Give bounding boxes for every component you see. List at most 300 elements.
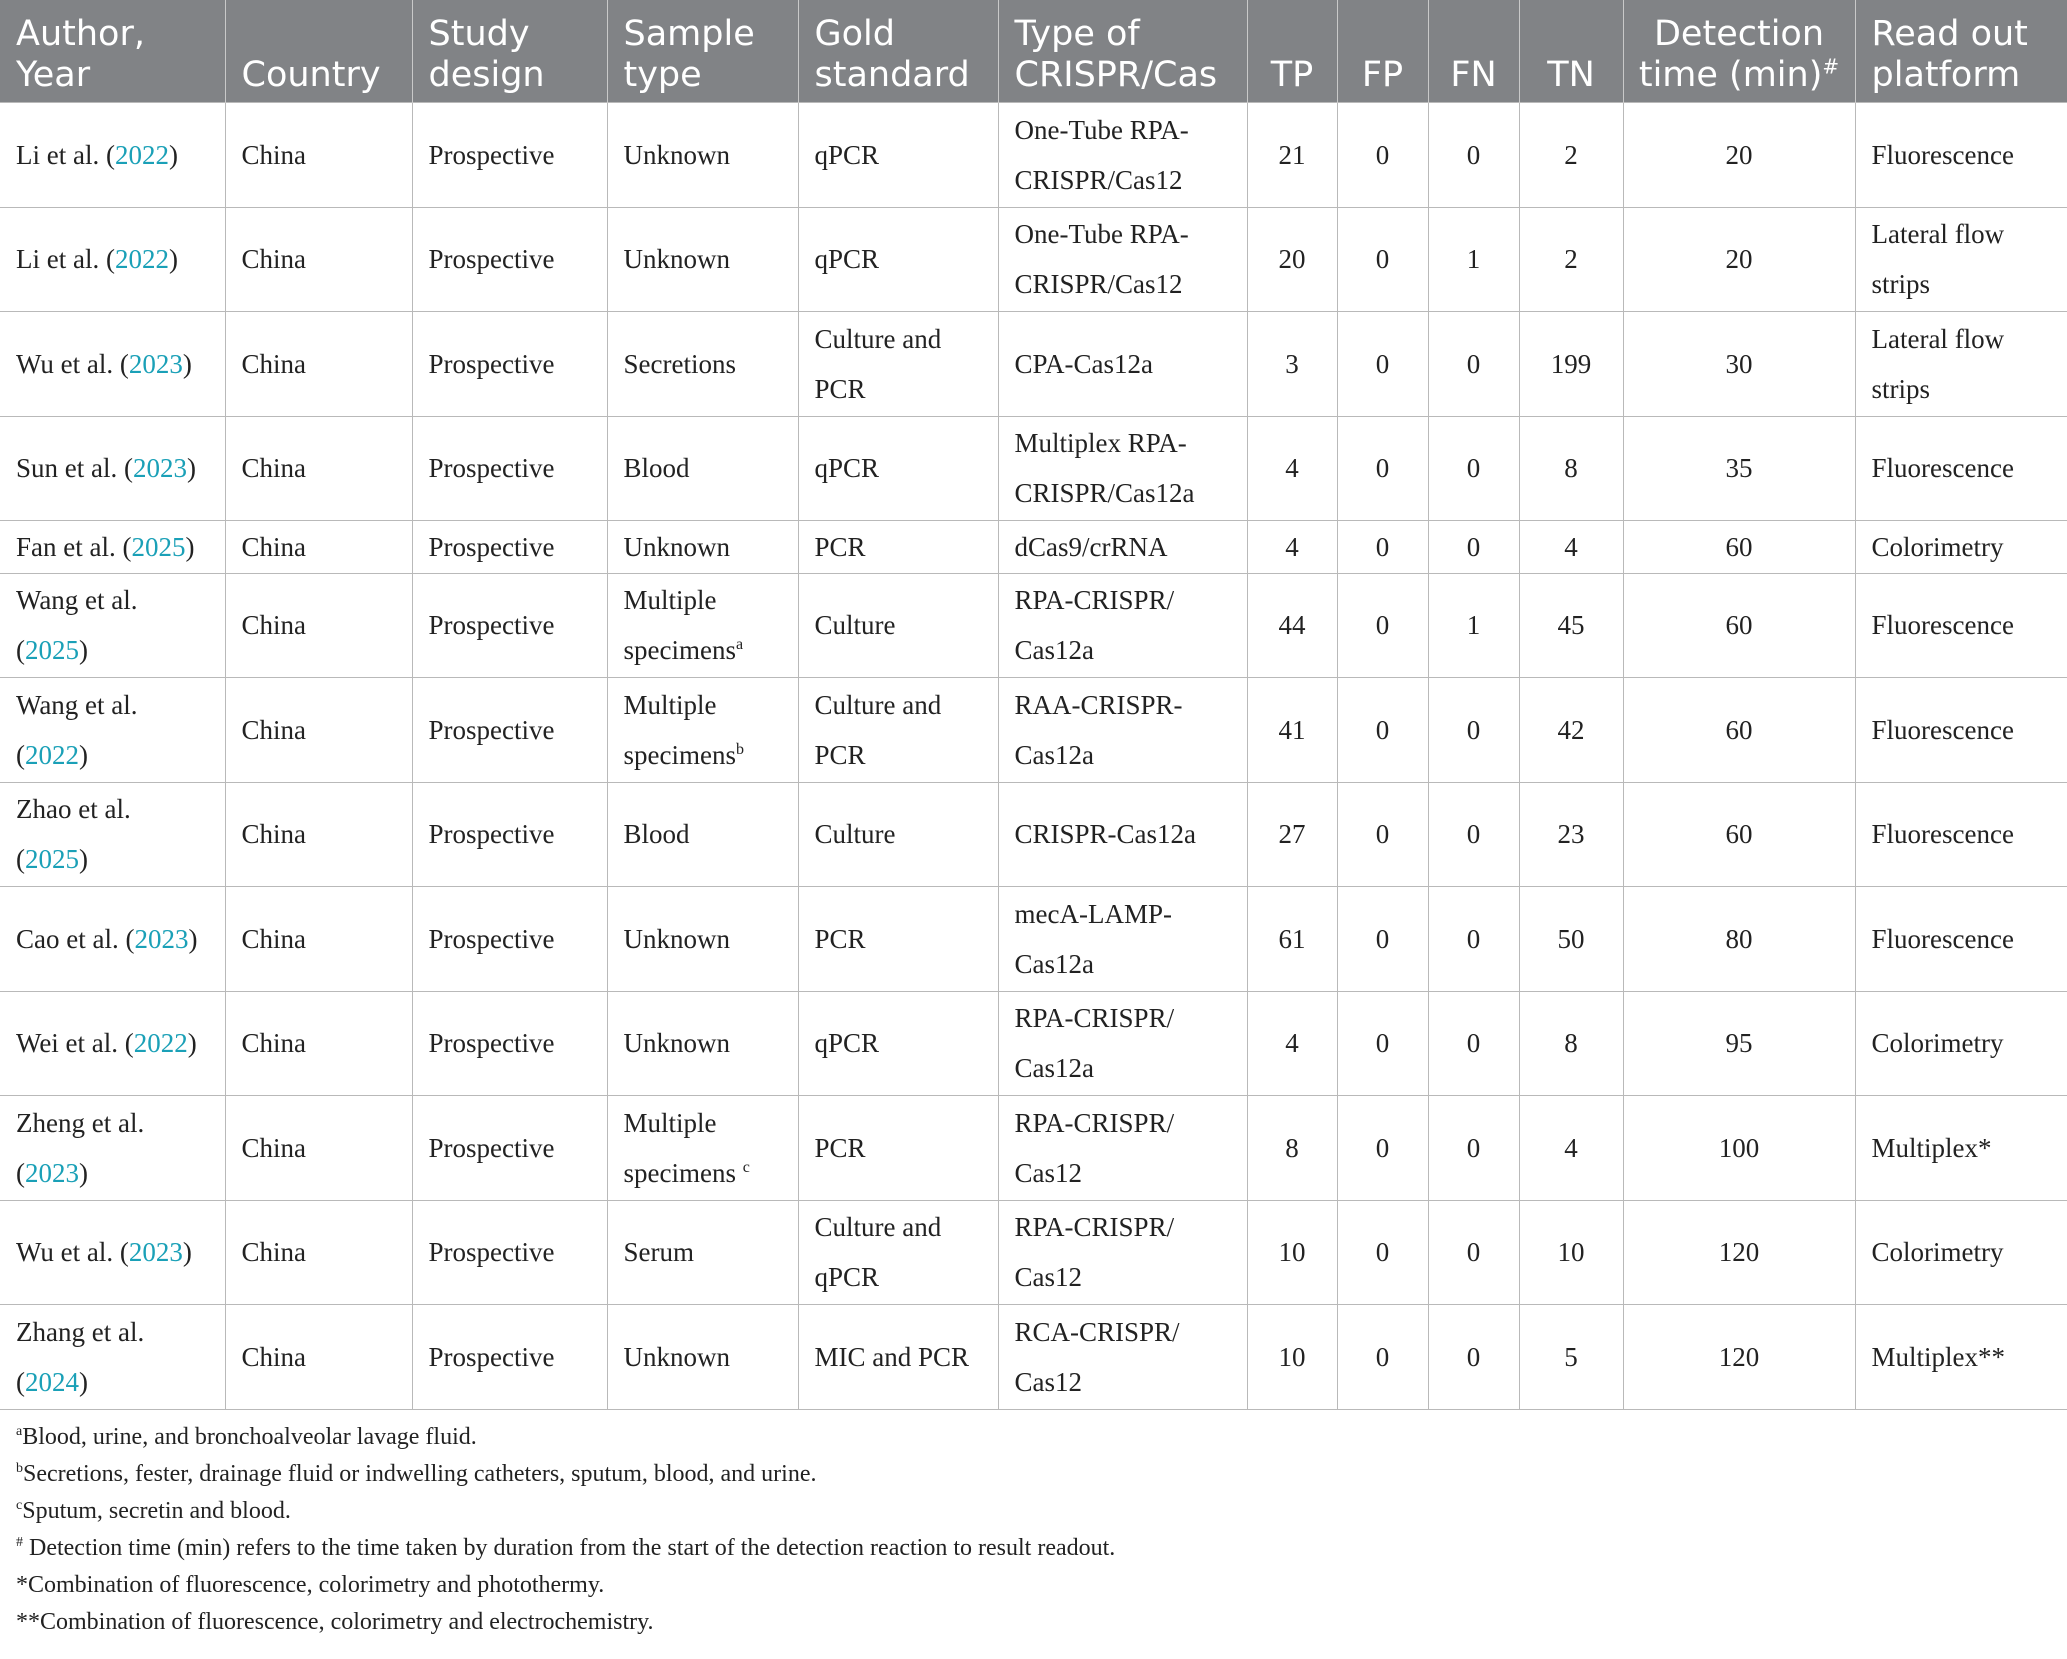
sample-cell xyxy=(607,782,798,887)
sample-text: Unknown xyxy=(623,531,730,562)
country-cell: China xyxy=(225,312,412,417)
footnote-mark: a xyxy=(16,1424,23,1439)
type-text: RPA-CRISPR/ xyxy=(1014,1107,1175,1138)
tn-cell: 8 xyxy=(1519,991,1623,1096)
tp-cell: 20 xyxy=(1247,207,1337,312)
tn-cell: 199 xyxy=(1519,312,1623,417)
platform-cell xyxy=(1855,103,2067,208)
platform-cell xyxy=(1855,782,2067,887)
header-label: Country xyxy=(241,55,381,95)
fp-cell: 0 xyxy=(1337,678,1428,783)
type-text: RCA-CRISPR/ xyxy=(1014,1316,1180,1347)
author-year: 2023 xyxy=(134,923,189,954)
fn-cell: 0 xyxy=(1428,312,1519,417)
gold-text: PCR xyxy=(814,1132,866,1163)
platform-text: Fluorescence xyxy=(1871,139,2014,170)
type-cell xyxy=(998,782,1247,887)
header-label: FN xyxy=(1450,55,1497,95)
gold-text: PCR xyxy=(814,739,866,770)
sample-cell xyxy=(607,1200,798,1305)
footnote-text: Detection time (min) refers to the time taken by duration from the start of the detection reaction to result readout. xyxy=(23,1535,1116,1561)
fn-cell: 1 xyxy=(1428,573,1519,678)
author-close: ) xyxy=(79,1157,88,1188)
gold-text: Culture xyxy=(814,610,896,641)
footnote xyxy=(16,1493,2056,1530)
fn-cell: 0 xyxy=(1428,103,1519,208)
author-name: Zhang et al. xyxy=(16,1316,145,1347)
type-cell xyxy=(998,678,1247,783)
type-cell xyxy=(998,573,1247,678)
author-year: 2025 xyxy=(25,844,79,875)
fp-cell: 0 xyxy=(1337,991,1428,1096)
table-row xyxy=(0,782,2067,887)
time-cell: 120 xyxy=(1623,1200,1855,1305)
footnote-text: *Combination of fluorescence, colorimetry and photothermy. xyxy=(16,1572,605,1598)
fn-cell: 0 xyxy=(1428,678,1519,783)
sample-text: Multiple xyxy=(623,689,717,720)
type-text: CRISPR-Cas12a xyxy=(1014,819,1197,850)
country-cell: China xyxy=(225,103,412,208)
author-close: ) xyxy=(79,635,88,666)
sample-text: Multiple xyxy=(623,1107,717,1138)
type-cell xyxy=(998,416,1247,521)
design-cell: Prospective xyxy=(412,1200,607,1305)
sample-text: Unknown xyxy=(623,1341,730,1372)
design-cell: Prospective xyxy=(412,1096,607,1201)
tn-cell: 23 xyxy=(1519,782,1623,887)
table-row xyxy=(0,991,2067,1096)
table-row xyxy=(0,521,2067,574)
gold-text: Culture and xyxy=(814,323,942,354)
sample-mark: c xyxy=(742,1158,750,1176)
header-cell xyxy=(1623,0,1855,103)
fp-cell: 0 xyxy=(1337,782,1428,887)
author-year: 2024 xyxy=(25,1366,79,1397)
sample-cell xyxy=(607,991,798,1096)
sample-cell xyxy=(607,312,798,417)
sample-text: Secretions xyxy=(623,348,736,379)
footnote xyxy=(16,1530,2056,1567)
type-cell xyxy=(998,312,1247,417)
footnote-text: **Combination of fluorescence, colorimetry and electrochemistry. xyxy=(16,1609,654,1635)
design-cell: Prospective xyxy=(412,991,607,1096)
design-cell: Prospective xyxy=(412,678,607,783)
sample-text: specimens xyxy=(623,635,736,666)
footnote-text: Sputum, secretin and blood. xyxy=(22,1498,291,1524)
type-cell xyxy=(998,207,1247,312)
type-cell xyxy=(998,1305,1247,1410)
tn-cell: 4 xyxy=(1519,521,1623,574)
author-close: ) xyxy=(79,739,88,770)
time-cell: 35 xyxy=(1623,416,1855,521)
platform-cell xyxy=(1855,678,2067,783)
fn-cell: 0 xyxy=(1428,1305,1519,1410)
type-text: CRISPR/Cas12a xyxy=(1014,478,1195,509)
table-row xyxy=(0,573,2067,678)
country-cell: China xyxy=(225,416,412,521)
platform-cell xyxy=(1855,416,2067,521)
header-cell xyxy=(1855,0,2067,103)
author-close: ) xyxy=(168,139,178,170)
type-cell xyxy=(998,1200,1247,1305)
author-year: 2022 xyxy=(133,1028,188,1059)
author-cell xyxy=(0,207,225,312)
type-text: Cas12 xyxy=(1014,1262,1082,1293)
tn-cell: 42 xyxy=(1519,678,1623,783)
platform-cell xyxy=(1855,207,2067,312)
table-row xyxy=(0,416,2067,521)
author-year: 2023 xyxy=(128,348,183,379)
gold-cell xyxy=(798,1200,998,1305)
author-close: ) xyxy=(168,244,178,275)
time-cell: 60 xyxy=(1623,678,1855,783)
sample-text: Unknown xyxy=(623,244,730,275)
author-year: 2023 xyxy=(25,1157,79,1188)
type-text: CPA-Cas12a xyxy=(1014,348,1154,379)
header-cell xyxy=(1247,0,1337,103)
gold-text: PCR xyxy=(814,373,866,404)
gold-cell xyxy=(798,1096,998,1201)
type-text: RPA-CRISPR/ xyxy=(1014,585,1175,616)
author-name: Wu et al. ( xyxy=(16,348,129,379)
time-cell: 80 xyxy=(1623,887,1855,992)
gold-text: Culture and xyxy=(814,689,942,720)
tp-cell: 44 xyxy=(1247,573,1337,678)
author-year: 2022 xyxy=(114,139,169,170)
platform-text: Fluorescence xyxy=(1871,453,2014,484)
header-label: TN xyxy=(1547,55,1595,95)
fn-cell: 0 xyxy=(1428,1200,1519,1305)
fn-cell: 1 xyxy=(1428,207,1519,312)
tp-cell: 3 xyxy=(1247,312,1337,417)
fn-cell: 0 xyxy=(1428,782,1519,887)
author-name: Zheng et al. xyxy=(16,1107,145,1138)
gold-text: qPCR xyxy=(814,453,880,484)
platform-text: strips xyxy=(1871,373,1931,404)
author-year: 2022 xyxy=(114,244,169,275)
table-row xyxy=(0,207,2067,312)
author-close: ) xyxy=(187,1028,197,1059)
header-label: CRISPR/Cas xyxy=(1014,55,1218,95)
time-cell: 20 xyxy=(1623,207,1855,312)
table-row xyxy=(0,103,2067,208)
author-cell xyxy=(0,312,225,417)
header-cell xyxy=(1519,0,1623,103)
author-name: Wang et al. xyxy=(16,689,138,720)
sample-text: Serum xyxy=(623,1237,694,1268)
gold-cell xyxy=(798,103,998,208)
header-cell xyxy=(225,0,412,103)
author-cell xyxy=(0,1200,225,1305)
time-cell: 20 xyxy=(1623,103,1855,208)
type-cell xyxy=(998,991,1247,1096)
design-cell: Prospective xyxy=(412,521,607,574)
header-label: Type of xyxy=(1014,14,1140,54)
gold-text: qPCR xyxy=(814,1028,880,1059)
sample-cell xyxy=(607,521,798,574)
header-cell xyxy=(998,0,1247,103)
gold-cell xyxy=(798,207,998,312)
author-year: 2023 xyxy=(132,453,187,484)
platform-text: Colorimetry xyxy=(1871,531,2004,562)
footnote xyxy=(16,1604,2056,1641)
sample-cell xyxy=(607,103,798,208)
country-cell: China xyxy=(225,1305,412,1410)
type-text: One-Tube RPA- xyxy=(1014,219,1189,250)
gold-text: PCR xyxy=(814,531,866,562)
author-close: ) xyxy=(188,923,198,954)
sample-cell xyxy=(607,1305,798,1410)
gold-text: MIC and PCR xyxy=(814,1341,970,1372)
table-row xyxy=(0,1096,2067,1201)
country-cell: China xyxy=(225,991,412,1096)
header-label: Author, xyxy=(16,14,145,54)
type-text: Cas12 xyxy=(1014,1157,1082,1188)
time-cell: 60 xyxy=(1623,521,1855,574)
table-body xyxy=(0,103,2067,1410)
gold-cell xyxy=(798,521,998,574)
author-cell xyxy=(0,887,225,992)
gold-text: qPCR xyxy=(814,139,880,170)
type-text: RPA-CRISPR/ xyxy=(1014,1003,1175,1034)
header-label: type xyxy=(623,55,702,95)
author-close: ) xyxy=(182,348,192,379)
tp-cell: 4 xyxy=(1247,521,1337,574)
author-cell: Zhao et al. (2025) xyxy=(0,782,225,887)
country-cell: China xyxy=(225,573,412,678)
fn-cell: 0 xyxy=(1428,887,1519,992)
header-label: standard xyxy=(814,55,970,95)
platform-text: Fluorescence xyxy=(1871,610,2014,641)
footnote-mark: c xyxy=(16,1498,23,1513)
author-cell xyxy=(0,103,225,208)
fp-cell: 0 xyxy=(1337,887,1428,992)
fp-cell: 0 xyxy=(1337,521,1428,574)
sample-cell xyxy=(607,207,798,312)
platform-cell xyxy=(1855,1096,2067,1201)
tn-cell: 2 xyxy=(1519,103,1623,208)
author-cell: Zheng et al. (2023) xyxy=(0,1096,225,1201)
type-text: CRISPR/Cas12 xyxy=(1014,164,1183,195)
time-cell: 95 xyxy=(1623,991,1855,1096)
tp-cell: 10 xyxy=(1247,1200,1337,1305)
time-cell: 60 xyxy=(1623,782,1855,887)
type-text: Multiplex RPA- xyxy=(1014,428,1187,459)
author-cell xyxy=(0,416,225,521)
author-close: ) xyxy=(185,531,195,562)
header-cell xyxy=(607,0,798,103)
gold-text: Culture xyxy=(814,819,896,850)
header-cell xyxy=(1428,0,1519,103)
footnote xyxy=(16,1567,2056,1604)
gold-cell xyxy=(798,678,998,783)
platform-text: Lateral flow xyxy=(1871,219,2005,250)
sample-mark: b xyxy=(735,740,744,758)
platform-cell xyxy=(1855,991,2067,1096)
sample-text: Blood xyxy=(623,453,690,484)
header-cell xyxy=(412,0,607,103)
author-cell: Wang et al. (2025) xyxy=(0,573,225,678)
sample-text: Blood xyxy=(623,819,690,850)
fp-cell: 0 xyxy=(1337,312,1428,417)
fn-cell: 0 xyxy=(1428,991,1519,1096)
header-label: Sample xyxy=(623,14,755,54)
header-label: time (min) xyxy=(1638,55,1823,95)
platform-text: strips xyxy=(1871,269,1931,300)
header-label: FP xyxy=(1361,55,1404,95)
gold-cell xyxy=(798,1305,998,1410)
footnote-text: Blood, urine, and bronchoalveolar lavage fluid. xyxy=(22,1424,477,1450)
platform-cell xyxy=(1855,1305,2067,1410)
gold-cell xyxy=(798,782,998,887)
type-cell xyxy=(998,1096,1247,1201)
sample-cell xyxy=(607,573,798,678)
platform-cell xyxy=(1855,573,2067,678)
sample-text: Unknown xyxy=(623,923,730,954)
fn-cell: 0 xyxy=(1428,521,1519,574)
platform-text: Colorimetry xyxy=(1871,1237,2004,1268)
footnote xyxy=(16,1419,2056,1456)
footnote-mark: # xyxy=(16,1535,23,1550)
header-label: Read out xyxy=(1871,14,2028,54)
author-name: Zhao et al. xyxy=(16,794,131,825)
country-cell: China xyxy=(225,521,412,574)
header-label: Year xyxy=(16,55,91,95)
header-mark: # xyxy=(1822,54,1840,79)
header-cell xyxy=(1337,0,1428,103)
platform-cell xyxy=(1855,312,2067,417)
author-name: Fan et al. ( xyxy=(16,531,132,562)
table-row xyxy=(0,887,2067,992)
header-row xyxy=(0,0,2067,103)
table-row xyxy=(0,312,2067,417)
type-text: RPA-CRISPR/ xyxy=(1014,1212,1175,1243)
tp-cell: 8 xyxy=(1247,1096,1337,1201)
platform-text: Multiplex* xyxy=(1871,1132,1992,1163)
header-label: Detection xyxy=(1653,14,1825,54)
author-year: 2025 xyxy=(131,531,186,562)
type-cell xyxy=(998,887,1247,992)
time-cell: 30 xyxy=(1623,312,1855,417)
table-row xyxy=(0,1305,2067,1410)
tn-cell: 2 xyxy=(1519,207,1623,312)
type-text: Cas12a xyxy=(1014,1053,1094,1084)
footnote-mark: b xyxy=(16,1461,23,1476)
gold-cell xyxy=(798,312,998,417)
fp-cell: 0 xyxy=(1337,1200,1428,1305)
type-cell xyxy=(998,521,1247,574)
sample-text: specimens xyxy=(623,1157,743,1188)
author-year: 2023 xyxy=(128,1237,183,1268)
platform-text: Lateral flow xyxy=(1871,323,2005,354)
type-text: dCas9/crRNA xyxy=(1014,531,1168,562)
sample-cell xyxy=(607,416,798,521)
footnote-text: Secretions, fester, drainage fluid or indwelling catheters, sputum, blood, and urine. xyxy=(23,1461,817,1487)
platform-cell xyxy=(1855,521,2067,574)
country-cell: China xyxy=(225,887,412,992)
tp-cell: 4 xyxy=(1247,416,1337,521)
tn-cell: 10 xyxy=(1519,1200,1623,1305)
platform-text: Colorimetry xyxy=(1871,1028,2004,1059)
tn-cell: 50 xyxy=(1519,887,1623,992)
gold-cell xyxy=(798,573,998,678)
platform-text: Fluorescence xyxy=(1871,923,2014,954)
type-text: One-Tube RPA- xyxy=(1014,114,1189,145)
time-cell: 60 xyxy=(1623,573,1855,678)
sample-cell xyxy=(607,1096,798,1201)
author-year: 2022 xyxy=(25,739,79,770)
header-label: Gold xyxy=(814,14,895,54)
platform-text: Multiplex** xyxy=(1871,1341,2005,1372)
country-cell: China xyxy=(225,1200,412,1305)
header-label: TP xyxy=(1270,55,1314,95)
country-cell: China xyxy=(225,207,412,312)
type-text: Cas12 xyxy=(1014,1366,1082,1397)
author-name: Li et al. ( xyxy=(16,244,115,275)
design-cell: Prospective xyxy=(412,1305,607,1410)
gold-cell xyxy=(798,991,998,1096)
design-cell: Prospective xyxy=(412,416,607,521)
gold-text: qPCR xyxy=(814,244,880,275)
author-close: ) xyxy=(79,844,88,875)
tp-cell: 41 xyxy=(1247,678,1337,783)
type-text: Cas12a xyxy=(1014,635,1094,666)
tn-cell: 45 xyxy=(1519,573,1623,678)
fp-cell: 0 xyxy=(1337,416,1428,521)
type-text: CRISPR/Cas12 xyxy=(1014,269,1183,300)
sample-text: Multiple xyxy=(623,585,717,616)
author-cell: Wang et al. (2022) xyxy=(0,678,225,783)
header-label: platform xyxy=(1871,55,2021,95)
author-name: Wu et al. ( xyxy=(16,1237,129,1268)
type-cell xyxy=(998,103,1247,208)
tn-cell: 8 xyxy=(1519,416,1623,521)
gold-cell xyxy=(798,887,998,992)
header-cell xyxy=(0,0,225,103)
sample-text: Unknown xyxy=(623,1028,730,1059)
design-cell: Prospective xyxy=(412,312,607,417)
platform-cell xyxy=(1855,887,2067,992)
sample-mark: a xyxy=(735,636,744,654)
type-text: Cas12a xyxy=(1014,948,1094,979)
author-name: Wang et al. xyxy=(16,585,138,616)
tp-cell: 27 xyxy=(1247,782,1337,887)
gold-text: PCR xyxy=(814,923,866,954)
country-cell: China xyxy=(225,1096,412,1201)
sample-text: Unknown xyxy=(623,139,730,170)
gold-text: qPCR xyxy=(814,1262,880,1293)
type-text: Cas12a xyxy=(1014,739,1094,770)
footnote xyxy=(16,1456,2056,1493)
country-cell: China xyxy=(225,782,412,887)
author-name: Cao et al. ( xyxy=(16,923,135,954)
design-cell: Prospective xyxy=(412,887,607,992)
header-label: Study xyxy=(428,14,530,54)
tp-cell: 21 xyxy=(1247,103,1337,208)
author-cell: Zhang et al. (2024) xyxy=(0,1305,225,1410)
author-close: ) xyxy=(182,1237,192,1268)
tp-cell: 4 xyxy=(1247,991,1337,1096)
author-name: Wei et al. ( xyxy=(16,1028,134,1059)
author-cell xyxy=(0,521,225,574)
author-close: ) xyxy=(186,453,196,484)
type-text: mecA-LAMP- xyxy=(1014,898,1172,929)
tp-cell: 10 xyxy=(1247,1305,1337,1410)
design-cell: Prospective xyxy=(412,207,607,312)
time-cell: 120 xyxy=(1623,1305,1855,1410)
sample-cell xyxy=(607,887,798,992)
sample-cell xyxy=(607,678,798,783)
